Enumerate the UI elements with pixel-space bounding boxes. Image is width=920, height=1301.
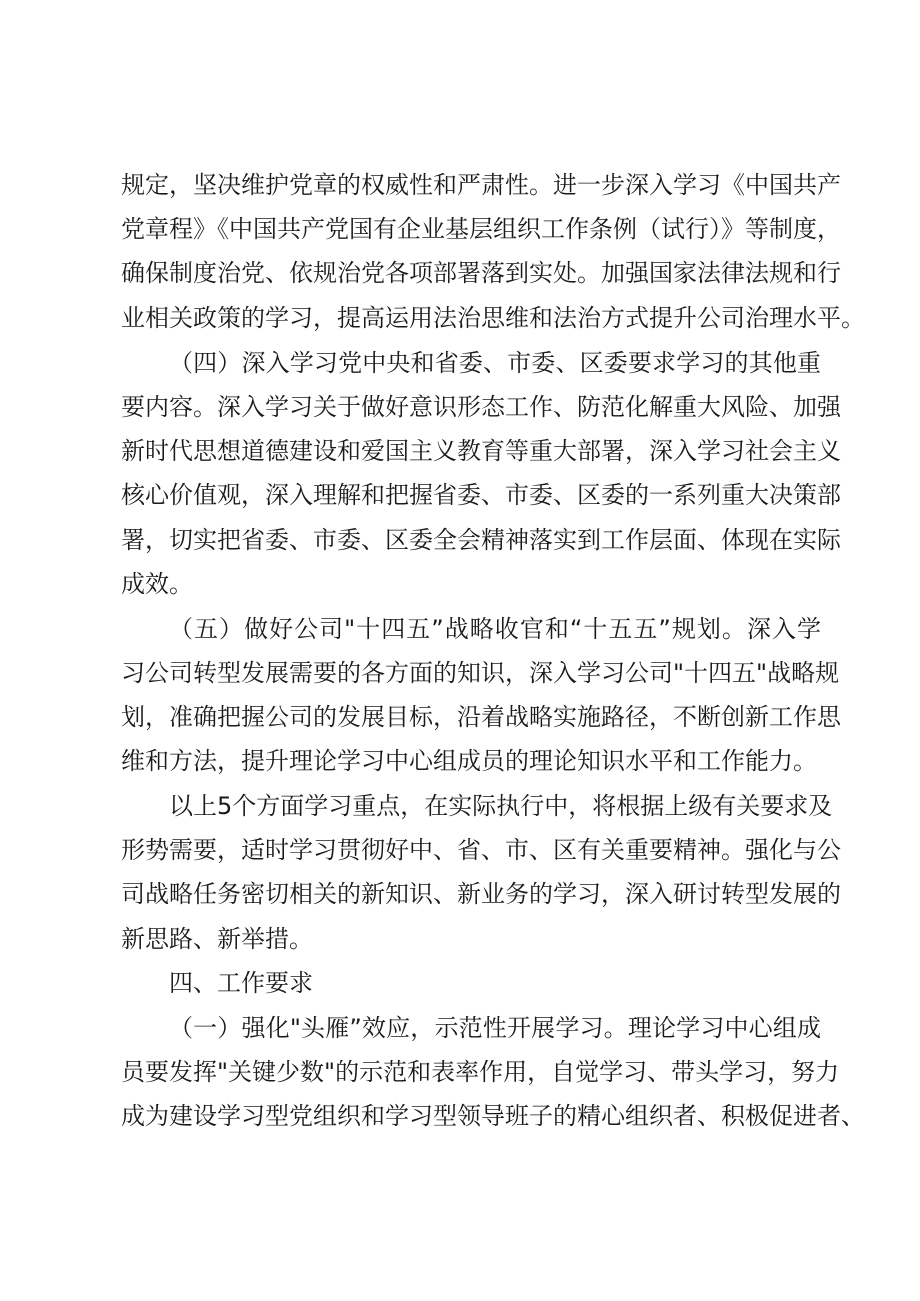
work-requirements-heading: 四、工作要求	[169, 969, 313, 997]
text-line: 划，准确把握公司的发展目标，沿着战略实施路径，不断创新工作思	[121, 703, 841, 731]
text-line: 新思路、新举措。	[121, 925, 313, 953]
text-line: 党章程》《中国共产党国有企业基层组织工作条例（试行）》等制度，	[121, 215, 841, 243]
section-five-heading-line: （五）做好公司"十四五”战略收官和“十五五”规划。深入学	[169, 615, 821, 643]
text-line: 业相关政策的学习，提高运用法治思维和法治方式提升公司治理水平。	[121, 304, 865, 332]
text-line: 署，切实把省委、市委、区委全会精神落实到工作层面、体现在实际	[121, 526, 841, 554]
text-line: 司战略任务密切相关的新知识、新业务的学习，深入研讨转型发展的	[121, 880, 841, 908]
section-four-heading-line: （四）深入学习党中央和省委、市委、区委要求学习的其他重	[169, 349, 821, 377]
summary-line: 以上5个方面学习重点，在实际执行中，将根据上级有关要求及	[169, 792, 833, 820]
requirement-one-heading-line: （一）强化"头雁”效应，示范性开展学习。理论学习中心组成	[169, 1014, 821, 1042]
text-line: 形势需要，适时学习贯彻好中、省、市、区有关重要精神。强化与公	[121, 836, 841, 864]
text-line: 核心价值观，深入理解和把握省委、市委、区委的一系列重大决策部	[121, 481, 841, 509]
text-line: 维和方法，提升理论学习中心组成员的理论知识水平和工作能力。	[121, 747, 817, 775]
text-line: 员要发挥"关键少数"的示范和表率作用，自觉学习、带头学习，努力	[121, 1058, 840, 1086]
text-line: 要内容。深入学习关于做好意识形态工作、防范化解重大风险、加强	[121, 393, 841, 421]
text-line: 确保制度治党、依规治党各项部署落到实处。加强国家法律法规和行	[121, 259, 841, 287]
text-line: 成效。	[121, 570, 193, 598]
text-line: 成为建设学习型党组织和学习型领导班子的精心组织者、积极促进者、	[121, 1102, 865, 1130]
text-line: 习公司转型发展需要的各方面的知识，深入学习公司"十四五"战略规	[121, 659, 840, 687]
text-line: 新时代思想道德建设和爱国主义教育等重大部署，深入学习社会主义	[121, 437, 841, 465]
text-line: 规定，坚决维护党章的权威性和严肃性。进一步深入学习《中国共产	[121, 171, 841, 199]
